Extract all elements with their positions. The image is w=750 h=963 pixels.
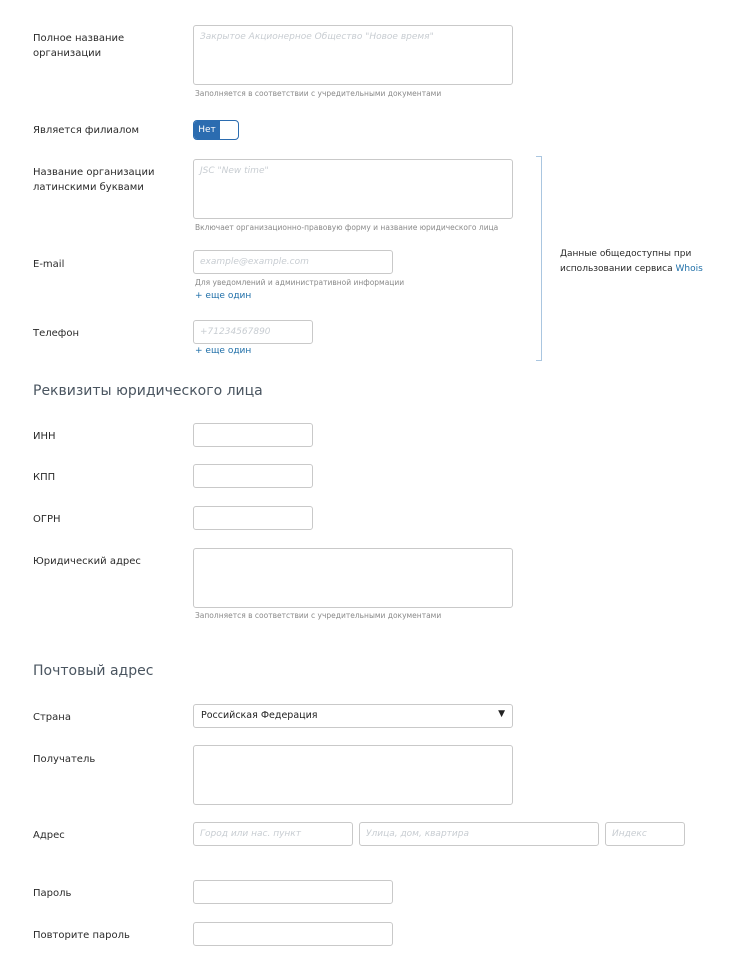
zip-placeholder: Индекс	[612, 829, 647, 839]
street-input[interactable]	[359, 822, 599, 846]
zip-input[interactable]	[605, 822, 685, 846]
branch-toggle-label: Нет	[194, 121, 220, 139]
recipient-label: Получатель	[33, 754, 96, 765]
email-hint: Для уведомлений и административной информации	[195, 278, 405, 287]
email-input[interactable]	[193, 250, 393, 274]
latin-name-textarea[interactable]	[193, 159, 513, 219]
full-name-label: Полное название организации	[33, 33, 125, 59]
add-phone-link[interactable]: + еще один	[195, 346, 252, 356]
latin-name-label: Название организации латинскими буквами	[33, 167, 155, 193]
legal-address-hint: Заполняется в соответствии с учредительными документами	[195, 611, 442, 620]
email-label: E-mail	[33, 259, 65, 270]
whois-note-line1: Данные общедоступны при	[560, 249, 692, 259]
legal-section-title: Реквизиты юридического лица	[33, 383, 263, 399]
toggle-knob	[220, 122, 237, 138]
recipient-textarea[interactable]	[193, 745, 513, 805]
whois-bracket	[536, 156, 542, 361]
country-select[interactable]	[193, 704, 513, 728]
postal-section-title: Почтовый адрес	[33, 663, 154, 679]
postal-address-label: Адрес	[33, 830, 65, 841]
phone-label: Телефон	[33, 328, 80, 339]
inn-input[interactable]	[193, 423, 313, 447]
phone-placeholder: +71234567890	[200, 327, 271, 337]
whois-note-line2	[560, 262, 703, 277]
password-input[interactable]	[193, 880, 393, 904]
dropdown-arrow-icon: ▼	[498, 709, 505, 719]
country-label: Страна	[33, 712, 71, 723]
legal-address-label: Юридический адрес	[33, 556, 141, 567]
full-name-hint: Заполняется в соответствии с учредительными документами	[195, 89, 442, 98]
ogrn-label: ОГРН	[33, 514, 61, 525]
inn-label: ИНН	[33, 431, 56, 442]
full-name-placeholder: Закрытое Акционерное Общество "Новое время"	[200, 32, 434, 42]
kpp-input[interactable]	[193, 464, 313, 488]
full-name-textarea[interactable]	[193, 25, 513, 85]
phone-input[interactable]	[193, 320, 313, 344]
legal-address-textarea[interactable]	[193, 548, 513, 608]
street-placeholder: Улица, дом, квартира	[366, 829, 469, 839]
latin-name-placeholder: JSC "New time"	[200, 166, 269, 176]
whois-link[interactable]: Whois	[675, 264, 703, 274]
repeat-password-label: Повторите пароль	[33, 930, 130, 941]
add-email-link[interactable]: + еще один	[195, 291, 252, 301]
branch-label: Является филиалом	[33, 125, 140, 136]
password-label: Пароль	[33, 888, 72, 899]
latin-name-hint: Включает организационно-правовую форму и название юридического лица	[195, 223, 499, 232]
repeat-password-input[interactable]	[193, 922, 393, 946]
branch-toggle[interactable]	[193, 120, 239, 140]
email-placeholder: example@example.com	[200, 257, 309, 267]
ogrn-input[interactable]	[193, 506, 313, 530]
city-placeholder: Город или нас. пункт	[200, 829, 301, 839]
whois-note	[560, 247, 703, 277]
city-input[interactable]	[193, 822, 353, 846]
whois-note-text: использовании сервиса	[560, 264, 676, 274]
kpp-label: КПП	[33, 472, 56, 483]
country-value: Российская Федерация	[201, 710, 318, 721]
